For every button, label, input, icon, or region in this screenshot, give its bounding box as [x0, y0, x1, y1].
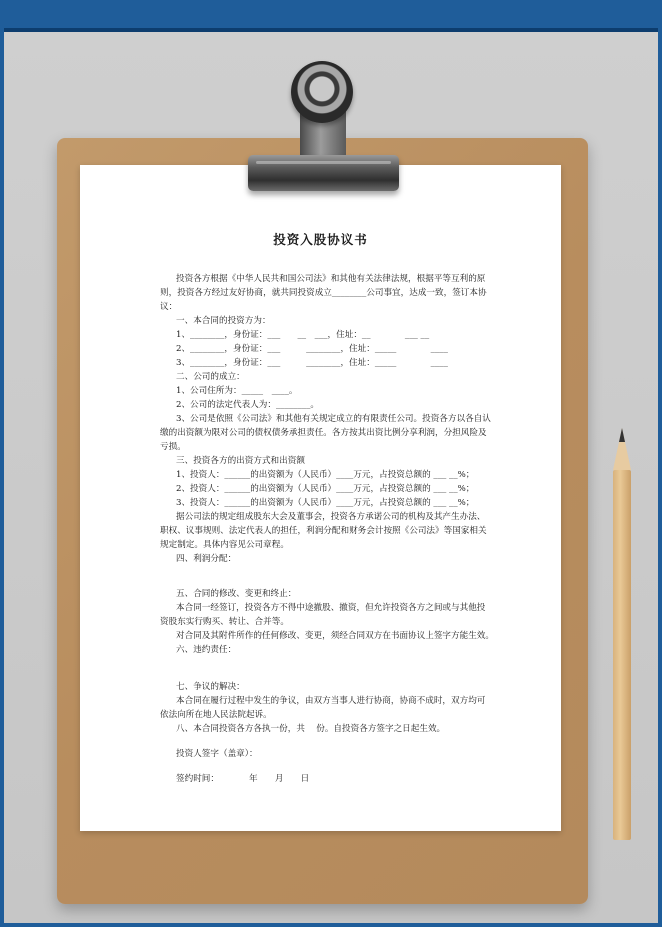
- investor-line: 3、________，身份证：___ ________，住址：_____ ____: [176, 358, 448, 368]
- paragraph-line: 本合同一经签订，投资各方不得中途撤股、撤资，但允许投资各方之间或与其他投: [176, 603, 486, 613]
- contribution-line: 1、投资人：______的出资额为（人民币）____万元，占投资总额的 ___ __%；: [176, 470, 475, 480]
- agreement-document: [80, 165, 561, 831]
- signature-line: 投资人签字（盖章）：: [176, 749, 258, 759]
- section-heading: 七、争议的解决：: [176, 682, 245, 692]
- section-heading: 三、投资各方的出资方式和出资额: [176, 456, 305, 466]
- paragraph-line: 缴的出资额为限对公司的债权债务承担责任。各方按其出资比例分享利润，分担风险及: [160, 428, 487, 438]
- paragraph-line: 3、公司是依照《公司法》和其他有关规定成立的有限责任公司。投资各方以各自认: [176, 414, 491, 424]
- paragraph-line: 依法向所在地人民法院起诉。: [160, 710, 272, 720]
- paragraph-line: 亏损。: [160, 442, 186, 452]
- paragraph-line: 本合同在履行过程中发生的争议，由双方当事人进行协商，协商不成时，双方均可: [176, 696, 486, 706]
- paragraph-line: 投资各方根据《中华人民共和国公司法》和其他有关法律法规，根据平等互利的原: [176, 274, 486, 284]
- section-heading: 五、合同的修改、变更和终止：: [176, 589, 297, 599]
- paragraph-line: 1、公司住所为：_____ ____。: [176, 386, 298, 396]
- paragraph-line: 2、公司的法定代表人为：________。: [176, 400, 319, 410]
- investor-line: 1、________，身份证：___ __ ___，住址：__ ___ __: [176, 330, 430, 340]
- paragraph-line: 则，投资各方经过友好协商，就共同投资成立________公司事宜，达成一致，签订本协: [160, 288, 487, 298]
- signing-date-line: 签约时间： 年 月 日: [176, 774, 310, 784]
- contribution-line: 3、投资人：______的出资额为（人民币）____万元，占投资总额的 ___ __%；: [176, 498, 475, 508]
- section-heading: 四、利润分配：: [176, 554, 237, 564]
- section-heading: 二、公司的成立：: [176, 372, 245, 382]
- document-title: 投资入股协议书: [273, 232, 368, 247]
- paragraph-line: 资股东实行购买、转让、合并等。: [160, 617, 289, 627]
- paragraph-line: 八、本合同投资各方各执一份，共 份。自投资各方签字之日起生效。: [176, 724, 446, 734]
- pencil-lead-icon: [619, 428, 625, 442]
- section-heading: 一、本合同的投资方为：: [176, 316, 271, 326]
- clip-base-icon: [248, 155, 399, 191]
- pencil-body-icon: [613, 470, 631, 840]
- paragraph-line: 对合同及其附件所作的任何修改、变更，须经合同双方在书面协议上签字方能生效。: [176, 631, 494, 641]
- contribution-line: 2、投资人：______的出资额为（人民币）____万元，占投资总额的 ___ __%；: [176, 484, 475, 494]
- clip-ring-icon: [291, 61, 353, 123]
- section-heading: 六、违约责任：: [176, 645, 237, 655]
- paragraph-line: 议：: [160, 302, 178, 312]
- paragraph-line: 职权、议事规则、法定代表人的担任，利润分配和财务会计按照《公司法》等国家相关: [160, 526, 487, 536]
- paragraph-line: 据公司法的规定组成股东大会及董事会，投资各方承诺公司的机构及其产生办法、: [176, 512, 486, 522]
- paragraph-line: 规定制定。具体内容见公司章程。: [160, 540, 289, 550]
- investor-line: 2、________，身份证：___ ________，住址：_____ ____: [176, 344, 448, 354]
